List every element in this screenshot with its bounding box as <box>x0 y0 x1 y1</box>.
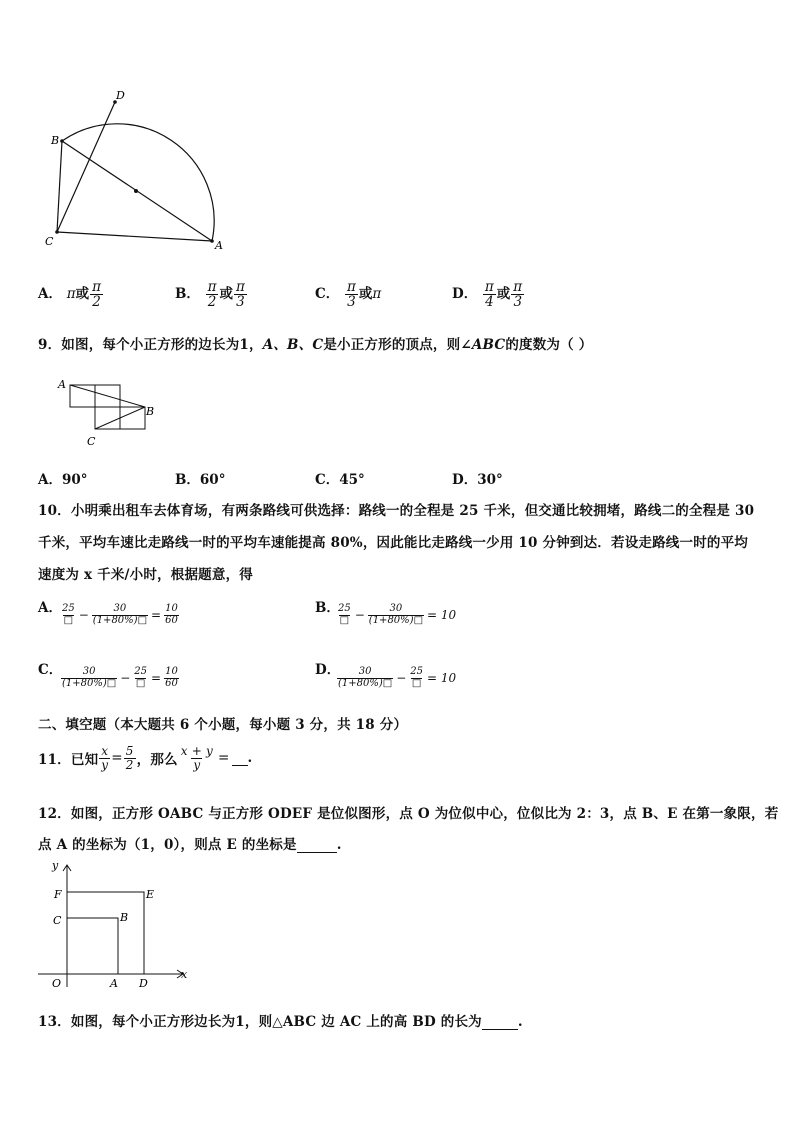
q9-option-d[interactable]: D．30° <box>452 472 503 488</box>
q12-line-2: 点 A 的坐标为（1，0），则点 E 的坐标是 . <box>38 837 342 853</box>
q9-option-b[interactable]: B．60° <box>175 472 226 488</box>
q8-option-d[interactable]: D． $\frac{\pi}{4}$ 或 $\frac{\pi}{3}$ <box>452 279 523 311</box>
q13-stem: 13．如图，每个小正方形边长为1，则△ABC 边 AC 上的高 BD 的长为 . <box>38 1014 523 1030</box>
point-c <box>55 230 59 234</box>
coordinate-figure-q12 <box>35 857 195 992</box>
q9-stem: 9．如图，每个小正方形的边长为1，A、B、C是小正方形的顶点，则∠ABC的度数为（ ） <box>38 337 593 353</box>
q8-option-a[interactable]: A． π或 $\frac{\pi}{2}$ <box>38 279 101 311</box>
label-a: A <box>215 239 223 252</box>
label-b: B <box>51 134 60 147</box>
label-c: C <box>87 435 96 448</box>
grid-square-4 <box>120 407 145 429</box>
q11-answer-blank[interactable] <box>232 751 248 766</box>
section-heading-fill-in: 二、填空题（本大题共 6 个小题，每小题 3 分，共 18 分） <box>38 717 408 733</box>
q10-option-c-expr: $\frac{30}{(1+80\%)□}$ − $\frac{25}{□}$ = $\frac{10}{60}$ <box>62 666 178 689</box>
q12-line-1: 12．如图，正方形 OABC 与正方形 ODEF 是位似图形，点 O 为位似中心，位似比为 2：3，点 B、E 在第一象限，若 <box>38 806 779 822</box>
q10-option-b[interactable]: B． <box>315 600 340 616</box>
segment-cd <box>57 102 115 232</box>
q8-option-b[interactable]: B． $\frac{\pi}{2}$ 或 $\frac{\pi}{3}$ <box>175 279 245 311</box>
q10-line-3: 速度为 x 千米/小时，根据题意，得 <box>38 567 253 583</box>
label-d: D <box>139 977 148 990</box>
label-e: E <box>146 888 155 901</box>
q12-answer-blank[interactable] <box>297 838 337 853</box>
label-f: F <box>54 888 62 901</box>
q10-option-a[interactable]: A． <box>38 600 62 616</box>
q13-answer-blank[interactable] <box>482 1015 518 1030</box>
q10-line-2: 千米，平均车速比走路线一时的平均车速能提高 80%，因此能比走路线一少用 10 分钟到达．若设走路线一时的平均 <box>38 535 748 551</box>
square-odef <box>67 892 144 974</box>
q10-option-d[interactable]: D． <box>315 662 341 678</box>
label-y: y <box>52 859 59 872</box>
grid-figure-q9 <box>55 375 165 450</box>
q10-option-d-expr: $\frac{30}{(1+80\%)□}$ − $\frac{25}{□}$ = 10 <box>338 666 457 689</box>
grid-square-3 <box>95 407 120 429</box>
segment-ca <box>57 232 212 241</box>
point-b <box>60 139 64 143</box>
q10-line-1: 10．小明乘出租车去体育场，有两条路线可供选择：路线一的全程是 25 千米，但交通比较拥堵，路线二的全程是 30 <box>38 503 755 519</box>
label-x: x <box>181 968 188 981</box>
q11-stem: 11．已知 $\frac{x}{y}$ = $\frac{5}{2}$ ，那么 $\frac{x + y}{y}$ = . <box>38 744 253 772</box>
label-c: C <box>45 235 54 248</box>
q10-option-b-expr: $\frac{25}{□}$ − $\frac{30}{(1+80\%)□}$ = 10 <box>338 603 457 626</box>
square-oabc <box>67 918 118 974</box>
q10-option-c[interactable]: C． <box>38 662 63 678</box>
label-a: A <box>110 977 118 990</box>
q9-option-a[interactable]: A．90° <box>38 472 88 488</box>
label-o: O <box>52 977 62 990</box>
segment-bc <box>57 141 62 232</box>
label-b: B <box>146 405 155 418</box>
circle-figure-q8 <box>40 85 240 255</box>
label-d: D <box>116 89 125 102</box>
segment-ab <box>70 385 145 407</box>
q10-option-a-expr: $\frac{25}{□}$ − $\frac{30}{(1+80\%)□}$ = $\frac{10}{60}$ <box>62 603 178 626</box>
semicircle-arc <box>62 124 214 241</box>
label-b: B <box>120 911 129 924</box>
label-a: A <box>58 378 66 391</box>
center-point <box>134 189 138 193</box>
q9-option-c[interactable]: C．45° <box>315 472 365 488</box>
label-c: C <box>53 914 62 927</box>
q8-option-c[interactable]: C． $\frac{\pi}{3}$ 或π <box>315 279 382 311</box>
point-a <box>210 239 214 243</box>
